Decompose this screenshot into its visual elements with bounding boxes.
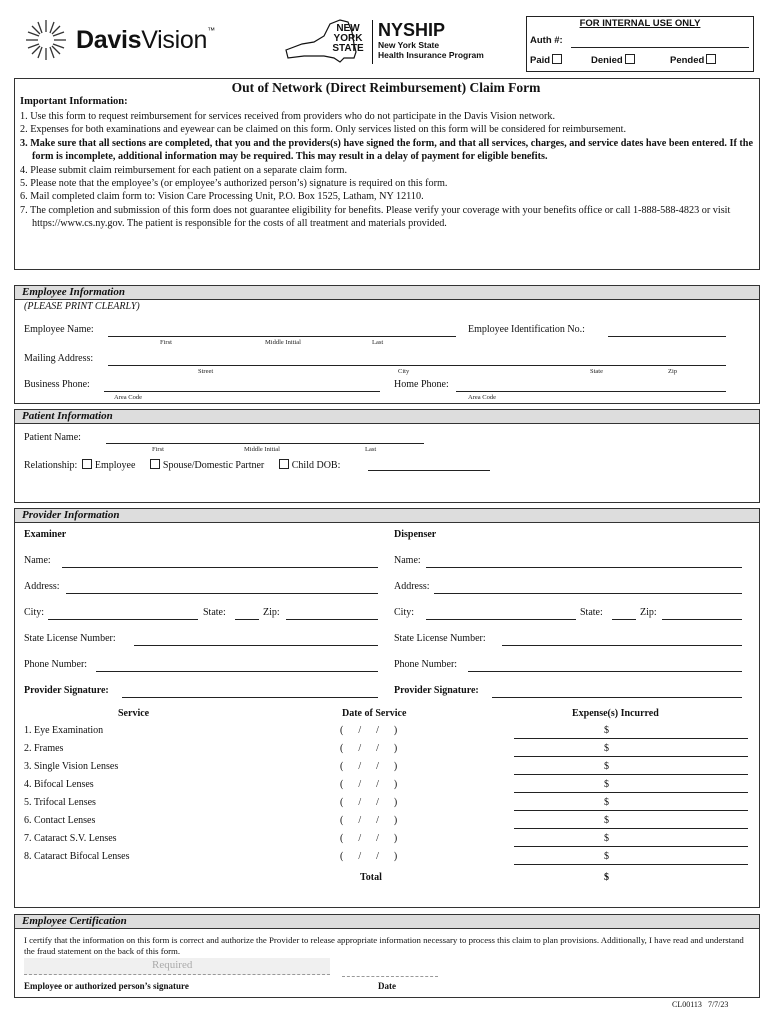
examiner-city-field[interactable]: [48, 619, 198, 620]
service-row: [24, 813, 748, 831]
employee-checkbox[interactable]: [82, 459, 92, 469]
employee-id-label: Employee Identification No.:: [468, 324, 585, 335]
pended-label: Pended: [670, 55, 705, 66]
pended-checkbox[interactable]: [706, 54, 716, 64]
expense-column-header: Expense(s) Incurred: [572, 708, 659, 719]
service-row: [24, 759, 748, 777]
davis-vision-logo: [24, 18, 244, 62]
logo-text-bold: Davis: [76, 26, 142, 54]
service-expense-field[interactable]: [514, 774, 748, 775]
date-column-header: Date of Service: [342, 708, 407, 719]
service-label: 6. Contact Lenses: [24, 815, 96, 826]
service-currency: $: [604, 797, 609, 808]
examiner-signature-label: Provider Signature:: [24, 685, 109, 696]
patient-name-label: Patient Name:: [24, 432, 81, 443]
spouse-option-label: Spouse/Domestic Partner: [162, 460, 265, 471]
form-date-text: 7/7/23: [707, 1000, 729, 1009]
total-label: Total: [360, 872, 382, 883]
spouse-checkbox[interactable]: [150, 459, 160, 469]
mailing-address-field[interactable]: [108, 365, 726, 366]
service-row: [24, 831, 748, 849]
service-expense-field[interactable]: [514, 846, 748, 847]
paid-checkbox[interactable]: [552, 54, 562, 64]
examiner-license-field[interactable]: [134, 645, 378, 646]
examiner-license-label: State License Number:: [24, 633, 116, 644]
service-expense-field[interactable]: [514, 864, 748, 865]
required-placeholder: Required: [152, 959, 193, 971]
form-code: [672, 1000, 728, 1009]
form-code-text: CL00113: [672, 1000, 702, 1009]
employee-last-caption: Last: [372, 339, 384, 346]
dispenser-zip-label: Zip:: [640, 607, 657, 618]
dispenser-name-field[interactable]: [426, 567, 742, 568]
dispenser-city-field[interactable]: [426, 619, 576, 620]
patient-first-caption: First: [152, 446, 164, 453]
service-label: 2. Frames: [24, 743, 64, 754]
denied-label: Denied: [591, 55, 623, 66]
service-currency: $: [604, 761, 609, 772]
service-label: 1. Eye Examination: [24, 725, 104, 736]
date-field[interactable]: [342, 976, 438, 977]
examiner-zip-label: Zip:: [263, 607, 280, 618]
service-label: 7. Cataract S.V. Lenses: [24, 833, 117, 844]
internal-use-box: [526, 16, 754, 72]
dispenser-heading: Dispenser: [394, 529, 437, 540]
dispenser-address-field[interactable]: [434, 593, 742, 594]
city-caption: City: [398, 368, 410, 375]
provider-heading: Provider Information: [15, 509, 759, 523]
examiner-zip-field[interactable]: [286, 619, 378, 620]
dispenser-state-field[interactable]: [612, 619, 636, 620]
nyship-title: NYSHIP: [378, 20, 446, 40]
paid-label: Paid: [530, 55, 551, 66]
service-date-field[interactable]: ( / / ): [340, 797, 398, 808]
service-row: [24, 723, 748, 741]
auth-field[interactable]: [571, 47, 749, 48]
certification-heading: Employee Certification: [15, 915, 759, 929]
service-date-field[interactable]: ( / / ): [340, 815, 398, 826]
service-row: [24, 777, 748, 795]
service-date-field[interactable]: ( / / ): [340, 761, 398, 772]
dispenser-name-label: Name:: [394, 555, 421, 566]
home-phone-label: Home Phone:: [394, 379, 449, 390]
home-area-code-caption: Area Code: [468, 394, 496, 401]
business-area-code-caption: Area Code: [114, 394, 142, 401]
service-expense-field[interactable]: [514, 792, 748, 793]
logo-tm: ™: [207, 26, 215, 35]
dispenser-license-field[interactable]: [502, 645, 742, 646]
dispenser-zip-field[interactable]: [662, 619, 742, 620]
business-phone-label: Business Phone:: [24, 379, 90, 390]
employee-heading: Employee Information: [15, 286, 759, 300]
employee-name-field[interactable]: [108, 336, 456, 337]
instruction-3: 3. Make sure that all sections are completed, that you and the providers(s) have signed the form, and that all services, charges, and service dates have been entered. If the form is incomplete, additional information may be required. This may result in a delay of payment for eligible benefits.: [20, 137, 753, 163]
examiner-city-label: City:: [24, 607, 45, 618]
patient-name-field[interactable]: [106, 443, 424, 444]
service-currency: $: [604, 815, 609, 826]
service-currency: $: [604, 779, 609, 790]
employee-name-label: Employee Name:: [24, 324, 94, 335]
instruction-4: 4. Please submit claim reimbursement for each patient on a separate claim form.: [20, 164, 348, 176]
service-date-field[interactable]: ( / / ): [340, 725, 398, 736]
dispenser-state-label: State:: [580, 607, 603, 618]
employee-id-field[interactable]: [608, 336, 726, 337]
dispenser-phone-field[interactable]: [468, 671, 742, 672]
state-label-state: STATE: [332, 43, 364, 54]
examiner-address-label: Address:: [24, 581, 60, 592]
state-label-york: YORK: [333, 33, 363, 44]
instruction-5: 5. Please note that the employee’s (or employee’s authorized person’s) signature is required on this form.: [20, 178, 448, 190]
dispenser-signature-label: Provider Signature:: [394, 685, 479, 696]
denied-checkbox[interactable]: [625, 54, 635, 64]
sunburst-icon: [24, 18, 68, 62]
business-phone-field[interactable]: [104, 391, 380, 392]
relationship-row: [24, 459, 340, 471]
mailing-address-label: Mailing Address:: [24, 353, 94, 364]
examiner-name-field[interactable]: [62, 567, 378, 568]
service-expense-field[interactable]: [514, 738, 748, 739]
instruction-2: 2. Expenses for both examinations and eyewear can be claimed on this form. Only services listed on this form will be considered for reimbursement.: [20, 124, 626, 136]
service-currency: $: [604, 833, 609, 844]
service-date-field[interactable]: ( / / ): [340, 851, 398, 862]
date-label: Date: [378, 981, 396, 991]
certification-statement: I certify that the information on this form is correct and authorize the Provider to release appropriate information necessary to process this claim to plan provisions. Additionally, I have read and understand the fraud statement on the back of this form.: [24, 935, 744, 956]
relationship-label: Relationship:: [24, 460, 78, 471]
child-option-label: Child DOB:: [291, 460, 341, 471]
service-expense-field[interactable]: [514, 810, 748, 811]
service-label: 5. Trifocal Lenses: [24, 797, 96, 808]
service-date-field[interactable]: ( / / ): [340, 743, 398, 754]
examiner-phone-label: Phone Number:: [24, 659, 88, 670]
dispenser-phone-label: Phone Number:: [394, 659, 458, 670]
dispenser-signature-field[interactable]: [492, 697, 742, 698]
instruction-1: 1. Use this form to request reimbursement for services received from providers who do not participate in the Davis Vision network.: [20, 111, 556, 122]
service-currency: $: [604, 851, 609, 862]
employee-first-caption: First: [160, 339, 172, 346]
patient-middle-caption: Middle Initial: [244, 446, 280, 453]
service-label: 3. Single Vision Lenses: [24, 761, 119, 772]
patient-last-caption: Last: [365, 446, 377, 453]
child-checkbox[interactable]: [279, 459, 289, 469]
state-caption: State: [590, 368, 603, 375]
examiner-name-label: Name:: [24, 555, 51, 566]
service-row: [24, 741, 748, 759]
internal-use-title: FOR INTERNAL USE ONLY: [579, 18, 701, 29]
service-row: [24, 795, 748, 813]
examiner-signature-field[interactable]: [122, 697, 378, 698]
zip-caption: Zip: [668, 368, 678, 375]
auth-label: Auth #:: [530, 35, 563, 46]
examiner-address-field[interactable]: [66, 593, 378, 594]
child-dob-field[interactable]: [368, 470, 490, 471]
service-currency: $: [604, 725, 609, 736]
nyship-sub1: New York State: [378, 40, 440, 50]
service-expense-field[interactable]: [514, 756, 748, 757]
service-label: 4. Bifocal Lenses: [24, 779, 94, 790]
service-column-header: Service: [118, 708, 150, 719]
service-date-field[interactable]: ( / / ): [340, 833, 398, 844]
service-currency: $: [604, 743, 609, 754]
print-clearly-note: (PLEASE PRINT CLEARLY): [24, 301, 140, 312]
employee-option-label: Employee: [94, 460, 136, 471]
examiner-state-field[interactable]: [235, 619, 259, 620]
required-signature-field[interactable]: [24, 958, 330, 975]
instructions-list: [20, 110, 755, 231]
form-title: Out of Network (Direct Reimbursement) Claim Form: [231, 80, 541, 95]
instruction-6: 6. Mail completed claim form to: Vision Care Processing Unit, P.O. Box 1525, Latham, NY 12110.: [20, 191, 424, 203]
service-date-field[interactable]: ( / / ): [340, 779, 398, 790]
logo-divider: [372, 20, 373, 64]
examiner-state-label: State:: [203, 607, 226, 618]
patient-section: [14, 409, 760, 503]
patient-heading: Patient Information: [15, 410, 759, 424]
employee-middle-caption: Middle Initial: [265, 339, 301, 346]
important-heading: Important Information:: [20, 96, 128, 107]
logo-text-regular: Vision: [141, 26, 208, 54]
home-phone-field[interactable]: [456, 391, 726, 392]
street-caption: Street: [198, 368, 214, 375]
dispenser-license-label: State License Number:: [394, 633, 486, 644]
service-expense-field[interactable]: [514, 828, 748, 829]
dispenser-city-label: City:: [394, 607, 415, 618]
service-label: 8. Cataract Bifocal Lenses: [24, 851, 130, 862]
instruction-7: 7. The completion and submission of this form does not guarantee eligibility for benefits. Please verify your coverage with your benefits office or call 1-888-588-4823 or visit https://www.cs.ny.gov. The patient is responsible for the costs of all treatment and materials provided.: [20, 204, 731, 230]
state-label-new: NEW: [336, 23, 360, 34]
service-row: [24, 849, 748, 867]
examiner-phone-field[interactable]: [96, 671, 378, 672]
employee-signature-label: Employee or authorized person’s signature: [24, 981, 189, 991]
total-currency: $: [604, 872, 609, 883]
nys-logo: [284, 18, 504, 66]
nyship-sub2: Health Insurance Program: [378, 50, 484, 60]
dispenser-address-label: Address:: [394, 581, 430, 592]
examiner-heading: Examiner: [24, 529, 67, 540]
